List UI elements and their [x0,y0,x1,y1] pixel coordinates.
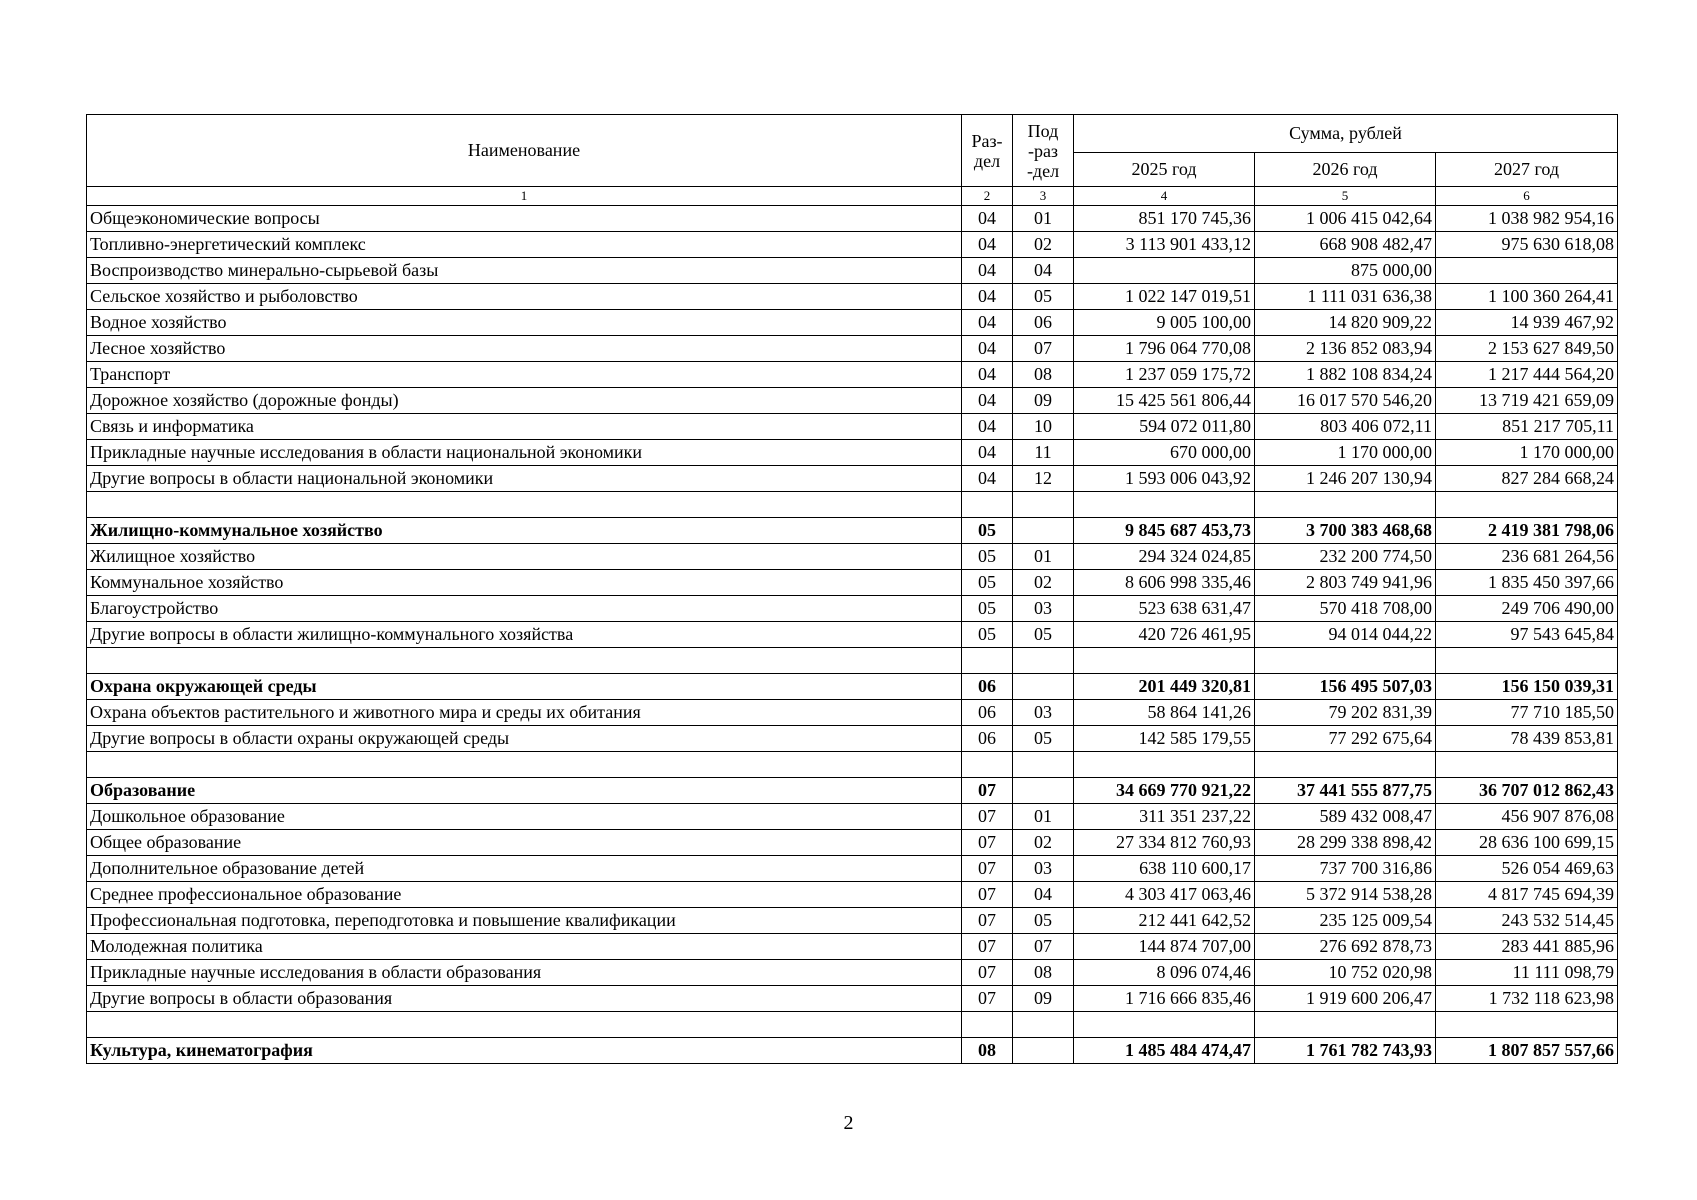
col-number-4: 4 [1074,187,1255,206]
name-cell: Другие вопросы в области охраны окружающей среды [87,726,962,752]
razdel-cell: 05 [962,518,1013,544]
razdel-cell: 04 [962,232,1013,258]
amount-2027-cell: 1 732 118 623,98 [1436,986,1618,1012]
amount-2025-cell: 34 669 770 921,22 [1074,778,1255,804]
name-cell: Образование [87,778,962,804]
table-row [87,440,1618,466]
amount-2027-cell: 249 706 490,00 [1436,596,1618,622]
podrazdel-cell: 03 [1013,596,1074,622]
empty-cell [962,752,1013,778]
amount-2026-cell: 5 372 914 538,28 [1255,882,1436,908]
table-row [87,726,1618,752]
name-cell: Связь и информатика [87,414,962,440]
empty-cell [1436,492,1618,518]
amount-2025-cell: 3 113 901 433,12 [1074,232,1255,258]
table-row [87,830,1618,856]
podrazdel-cell: 03 [1013,856,1074,882]
header-name: Наименование [87,115,962,187]
empty-cell [1013,648,1074,674]
razdel-cell: 06 [962,726,1013,752]
amount-2025-cell: 523 638 631,47 [1074,596,1255,622]
amount-2027-cell: 13 719 421 659,09 [1436,388,1618,414]
col-number-5: 5 [1255,187,1436,206]
razdel-cell: 04 [962,414,1013,440]
empty-cell [87,648,962,674]
podrazdel-cell: 05 [1013,726,1074,752]
section-total-row [87,518,1618,544]
name-cell: Молодежная политика [87,934,962,960]
name-cell: Профессиональная подготовка, переподготовка и повышение квалификации [87,908,962,934]
podrazdel-cell: 02 [1013,830,1074,856]
header-year-2025: 2025 год [1074,153,1255,187]
podrazdel-cell [1013,518,1074,544]
amount-2026-cell: 803 406 072,11 [1255,414,1436,440]
amount-2026-cell: 1 006 415 042,64 [1255,206,1436,232]
razdel-cell: 06 [962,700,1013,726]
razdel-cell: 05 [962,570,1013,596]
table-row [87,856,1618,882]
header-podrazdel [1013,115,1074,187]
name-cell: Топливно-энергетический комплекс [87,232,962,258]
column-number-row [87,187,1618,206]
podrazdel-cell: 07 [1013,336,1074,362]
podrazdel-cell: 07 [1013,934,1074,960]
name-cell: Транспорт [87,362,962,388]
amount-2025-cell: 1 593 006 043,92 [1074,466,1255,492]
table-row [87,804,1618,830]
amount-2026-cell: 1 170 000,00 [1255,440,1436,466]
amount-2027-cell: 1 835 450 397,66 [1436,570,1618,596]
amount-2026-cell: 37 441 555 877,75 [1255,778,1436,804]
podrazdel-cell: 05 [1013,908,1074,934]
empty-cell [1436,1012,1618,1038]
blank-spacer-row [87,752,1618,778]
podrazdel-cell: 04 [1013,258,1074,284]
amount-2025-cell: 144 874 707,00 [1074,934,1255,960]
razdel-cell: 07 [962,778,1013,804]
razdel-cell: 04 [962,258,1013,284]
empty-cell [962,492,1013,518]
empty-cell [1074,1012,1255,1038]
section-total-row [87,1038,1618,1064]
amount-2027-cell: 1 100 360 264,41 [1436,284,1618,310]
table-row [87,960,1618,986]
amount-2025-cell: 212 441 642,52 [1074,908,1255,934]
amount-2025-cell: 15 425 561 806,44 [1074,388,1255,414]
budget-document-page [86,114,1617,1064]
razdel-cell: 07 [962,986,1013,1012]
podrazdel-cell: 01 [1013,206,1074,232]
amount-2026-cell: 79 202 831,39 [1255,700,1436,726]
header-podrazdel-text: Под-раз-дел [1026,120,1060,181]
podrazdel-cell: 05 [1013,622,1074,648]
amount-2025-cell: 851 170 745,36 [1074,206,1255,232]
name-cell: Жилищное хозяйство [87,544,962,570]
amount-2026-cell: 3 700 383 468,68 [1255,518,1436,544]
razdel-cell: 04 [962,336,1013,362]
amount-2027-cell: 236 681 264,56 [1436,544,1618,570]
razdel-cell: 07 [962,908,1013,934]
amount-2025-cell: 4 303 417 063,46 [1074,882,1255,908]
amount-2026-cell: 737 700 316,86 [1255,856,1436,882]
empty-cell [1255,1012,1436,1038]
amount-2027-cell: 36 707 012 862,43 [1436,778,1618,804]
name-cell: Воспроизводство минерально-сырьевой базы [87,258,962,284]
amount-2026-cell: 276 692 878,73 [1255,934,1436,960]
empty-cell [1013,752,1074,778]
table-row [87,466,1618,492]
name-cell: Культура, кинематография [87,1038,962,1064]
amount-2026-cell: 1 882 108 834,24 [1255,362,1436,388]
razdel-cell: 08 [962,1038,1013,1064]
razdel-cell: 04 [962,388,1013,414]
empty-cell [87,1012,962,1038]
amount-2025-cell: 142 585 179,55 [1074,726,1255,752]
amount-2026-cell: 235 125 009,54 [1255,908,1436,934]
amount-2025-cell: 420 726 461,95 [1074,622,1255,648]
amount-2027-cell [1436,258,1618,284]
amount-2027-cell: 1 170 000,00 [1436,440,1618,466]
table-row [87,336,1618,362]
amount-2025-cell: 58 864 141,26 [1074,700,1255,726]
amount-2027-cell: 97 543 645,84 [1436,622,1618,648]
table-row [87,700,1618,726]
empty-cell [1436,648,1618,674]
podrazdel-cell [1013,778,1074,804]
name-cell: Дорожное хозяйство (дорожные фонды) [87,388,962,414]
empty-cell [1255,492,1436,518]
razdel-cell: 07 [962,882,1013,908]
amount-2027-cell: 851 217 705,11 [1436,414,1618,440]
empty-cell [1074,492,1255,518]
razdel-cell: 07 [962,804,1013,830]
podrazdel-cell: 12 [1013,466,1074,492]
name-cell: Другие вопросы в области жилищно-коммунального хозяйства [87,622,962,648]
table-row [87,544,1618,570]
amount-2025-cell: 1 022 147 019,51 [1074,284,1255,310]
amount-2026-cell: 875 000,00 [1255,258,1436,284]
amount-2027-cell: 827 284 668,24 [1436,466,1618,492]
name-cell: Дополнительное образование детей [87,856,962,882]
amount-2025-cell: 670 000,00 [1074,440,1255,466]
amount-2027-cell: 77 710 185,50 [1436,700,1618,726]
amount-2026-cell: 1 919 600 206,47 [1255,986,1436,1012]
name-cell: Общеэкономические вопросы [87,206,962,232]
empty-cell [87,492,962,518]
empty-cell [1436,752,1618,778]
razdel-cell: 04 [962,362,1013,388]
col-number-2: 2 [962,187,1013,206]
name-cell: Водное хозяйство [87,310,962,336]
amount-2026-cell: 156 495 507,03 [1255,674,1436,700]
amount-2026-cell: 10 752 020,98 [1255,960,1436,986]
table-row [87,908,1618,934]
amount-2027-cell: 11 111 098,79 [1436,960,1618,986]
amount-2025-cell: 201 449 320,81 [1074,674,1255,700]
amount-2025-cell: 1 485 484 474,47 [1074,1038,1255,1064]
name-cell: Другие вопросы в области образования [87,986,962,1012]
col-number-1: 1 [87,187,962,206]
name-cell: Коммунальное хозяйство [87,570,962,596]
amount-2027-cell: 1 038 982 954,16 [1436,206,1618,232]
podrazdel-cell: 09 [1013,388,1074,414]
amount-2026-cell: 1 246 207 130,94 [1255,466,1436,492]
podrazdel-cell: 04 [1013,882,1074,908]
razdel-cell: 07 [962,934,1013,960]
podrazdel-cell: 03 [1013,700,1074,726]
table-row [87,310,1618,336]
table-row [87,622,1618,648]
podrazdel-cell [1013,1038,1074,1064]
header-razdel-text: Раз-дел [971,130,1003,171]
amount-2027-cell: 14 939 467,92 [1436,310,1618,336]
amount-2026-cell: 1 111 031 636,38 [1255,284,1436,310]
header-sum: Сумма, рублей [1074,115,1618,153]
header-year-2026: 2026 год [1255,153,1436,187]
col-number-3: 3 [1013,187,1074,206]
podrazdel-cell: 08 [1013,960,1074,986]
amount-2026-cell: 16 017 570 546,20 [1255,388,1436,414]
podrazdel-cell: 05 [1013,284,1074,310]
amount-2027-cell: 156 150 039,31 [1436,674,1618,700]
razdel-cell: 07 [962,830,1013,856]
name-cell: Прикладные научные исследования в области образования [87,960,962,986]
amount-2025-cell: 8 096 074,46 [1074,960,1255,986]
razdel-cell: 05 [962,622,1013,648]
podrazdel-cell: 08 [1013,362,1074,388]
amount-2025-cell: 9 845 687 453,73 [1074,518,1255,544]
amount-2026-cell: 1 761 782 743,93 [1255,1038,1436,1064]
name-cell: Общее образование [87,830,962,856]
amount-2026-cell: 570 418 708,00 [1255,596,1436,622]
amount-2026-cell: 77 292 675,64 [1255,726,1436,752]
razdel-cell: 04 [962,206,1013,232]
table-row [87,882,1618,908]
name-cell: Дошкольное образование [87,804,962,830]
razdel-cell: 05 [962,544,1013,570]
amount-2025-cell: 294 324 024,85 [1074,544,1255,570]
table-row [87,388,1618,414]
empty-cell [1013,492,1074,518]
razdel-cell: 04 [962,466,1013,492]
amount-2025-cell: 1 237 059 175,72 [1074,362,1255,388]
podrazdel-cell: 10 [1013,414,1074,440]
table-row [87,934,1618,960]
amount-2025-cell [1074,258,1255,284]
section-total-row [87,778,1618,804]
amount-2025-cell: 8 606 998 335,46 [1074,570,1255,596]
amount-2027-cell: 1 217 444 564,20 [1436,362,1618,388]
blank-spacer-row [87,1012,1618,1038]
amount-2026-cell: 14 820 909,22 [1255,310,1436,336]
amount-2026-cell: 28 299 338 898,42 [1255,830,1436,856]
amount-2025-cell: 27 334 812 760,93 [1074,830,1255,856]
name-cell: Прикладные научные исследования в области национальной экономики [87,440,962,466]
razdel-cell: 04 [962,284,1013,310]
empty-cell [1013,1012,1074,1038]
budget-table [86,114,1618,1064]
amount-2025-cell: 1 796 064 770,08 [1074,336,1255,362]
table-body [87,206,1618,1064]
section-total-row [87,674,1618,700]
amount-2027-cell: 4 817 745 694,39 [1436,882,1618,908]
table-row [87,362,1618,388]
empty-cell [962,648,1013,674]
amount-2027-cell: 526 054 469,63 [1436,856,1618,882]
name-cell: Охрана окружающей среды [87,674,962,700]
blank-spacer-row [87,648,1618,674]
podrazdel-cell: 01 [1013,804,1074,830]
amount-2027-cell: 975 630 618,08 [1436,232,1618,258]
amount-2026-cell: 589 432 008,47 [1255,804,1436,830]
amount-2027-cell: 456 907 876,08 [1436,804,1618,830]
empty-cell [1255,648,1436,674]
amount-2026-cell: 94 014 044,22 [1255,622,1436,648]
name-cell: Сельское хозяйство и рыболовство [87,284,962,310]
podrazdel-cell [1013,674,1074,700]
name-cell: Среднее профессиональное образование [87,882,962,908]
empty-cell [962,1012,1013,1038]
empty-cell [87,752,962,778]
blank-spacer-row [87,492,1618,518]
podrazdel-cell: 09 [1013,986,1074,1012]
amount-2027-cell: 1 807 857 557,66 [1436,1038,1618,1064]
razdel-cell: 07 [962,960,1013,986]
amount-2025-cell: 1 716 666 835,46 [1074,986,1255,1012]
amount-2026-cell: 668 908 482,47 [1255,232,1436,258]
header-year-2027: 2027 год [1436,153,1618,187]
razdel-cell: 04 [962,440,1013,466]
table-row [87,570,1618,596]
amount-2025-cell: 9 005 100,00 [1074,310,1255,336]
header-razdel [962,115,1013,187]
podrazdel-cell: 02 [1013,570,1074,596]
amount-2027-cell: 2 153 627 849,50 [1436,336,1618,362]
podrazdel-cell: 06 [1013,310,1074,336]
amount-2027-cell: 28 636 100 699,15 [1436,830,1618,856]
razdel-cell: 04 [962,310,1013,336]
amount-2027-cell: 2 419 381 798,06 [1436,518,1618,544]
table-row [87,284,1618,310]
table-row [87,206,1618,232]
amount-2025-cell: 638 110 600,17 [1074,856,1255,882]
amount-2027-cell: 78 439 853,81 [1436,726,1618,752]
empty-cell [1255,752,1436,778]
amount-2026-cell: 2 803 749 941,96 [1255,570,1436,596]
name-cell: Другие вопросы в области национальной экономики [87,466,962,492]
podrazdel-cell: 02 [1013,232,1074,258]
col-number-6: 6 [1436,187,1618,206]
amount-2026-cell: 232 200 774,50 [1255,544,1436,570]
name-cell: Лесное хозяйство [87,336,962,362]
razdel-cell: 06 [962,674,1013,700]
empty-cell [1074,648,1255,674]
razdel-cell: 05 [962,596,1013,622]
table-row [87,414,1618,440]
empty-cell [1074,752,1255,778]
name-cell: Жилищно-коммунальное хозяйство [87,518,962,544]
amount-2026-cell: 2 136 852 083,94 [1255,336,1436,362]
podrazdel-cell: 01 [1013,544,1074,570]
name-cell: Благоустройство [87,596,962,622]
razdel-cell: 07 [962,856,1013,882]
table-row [87,596,1618,622]
name-cell: Охрана объектов растительного и животного мира и среды их обитания [87,700,962,726]
amount-2027-cell: 283 441 885,96 [1436,934,1618,960]
table-header [87,115,1618,206]
amount-2025-cell: 311 351 237,22 [1074,804,1255,830]
podrazdel-cell: 11 [1013,440,1074,466]
amount-2025-cell: 594 072 011,80 [1074,414,1255,440]
table-row [87,986,1618,1012]
table-row [87,258,1618,284]
amount-2027-cell: 243 532 514,45 [1436,908,1618,934]
table-row [87,232,1618,258]
page-number: 2 [843,1112,854,1134]
